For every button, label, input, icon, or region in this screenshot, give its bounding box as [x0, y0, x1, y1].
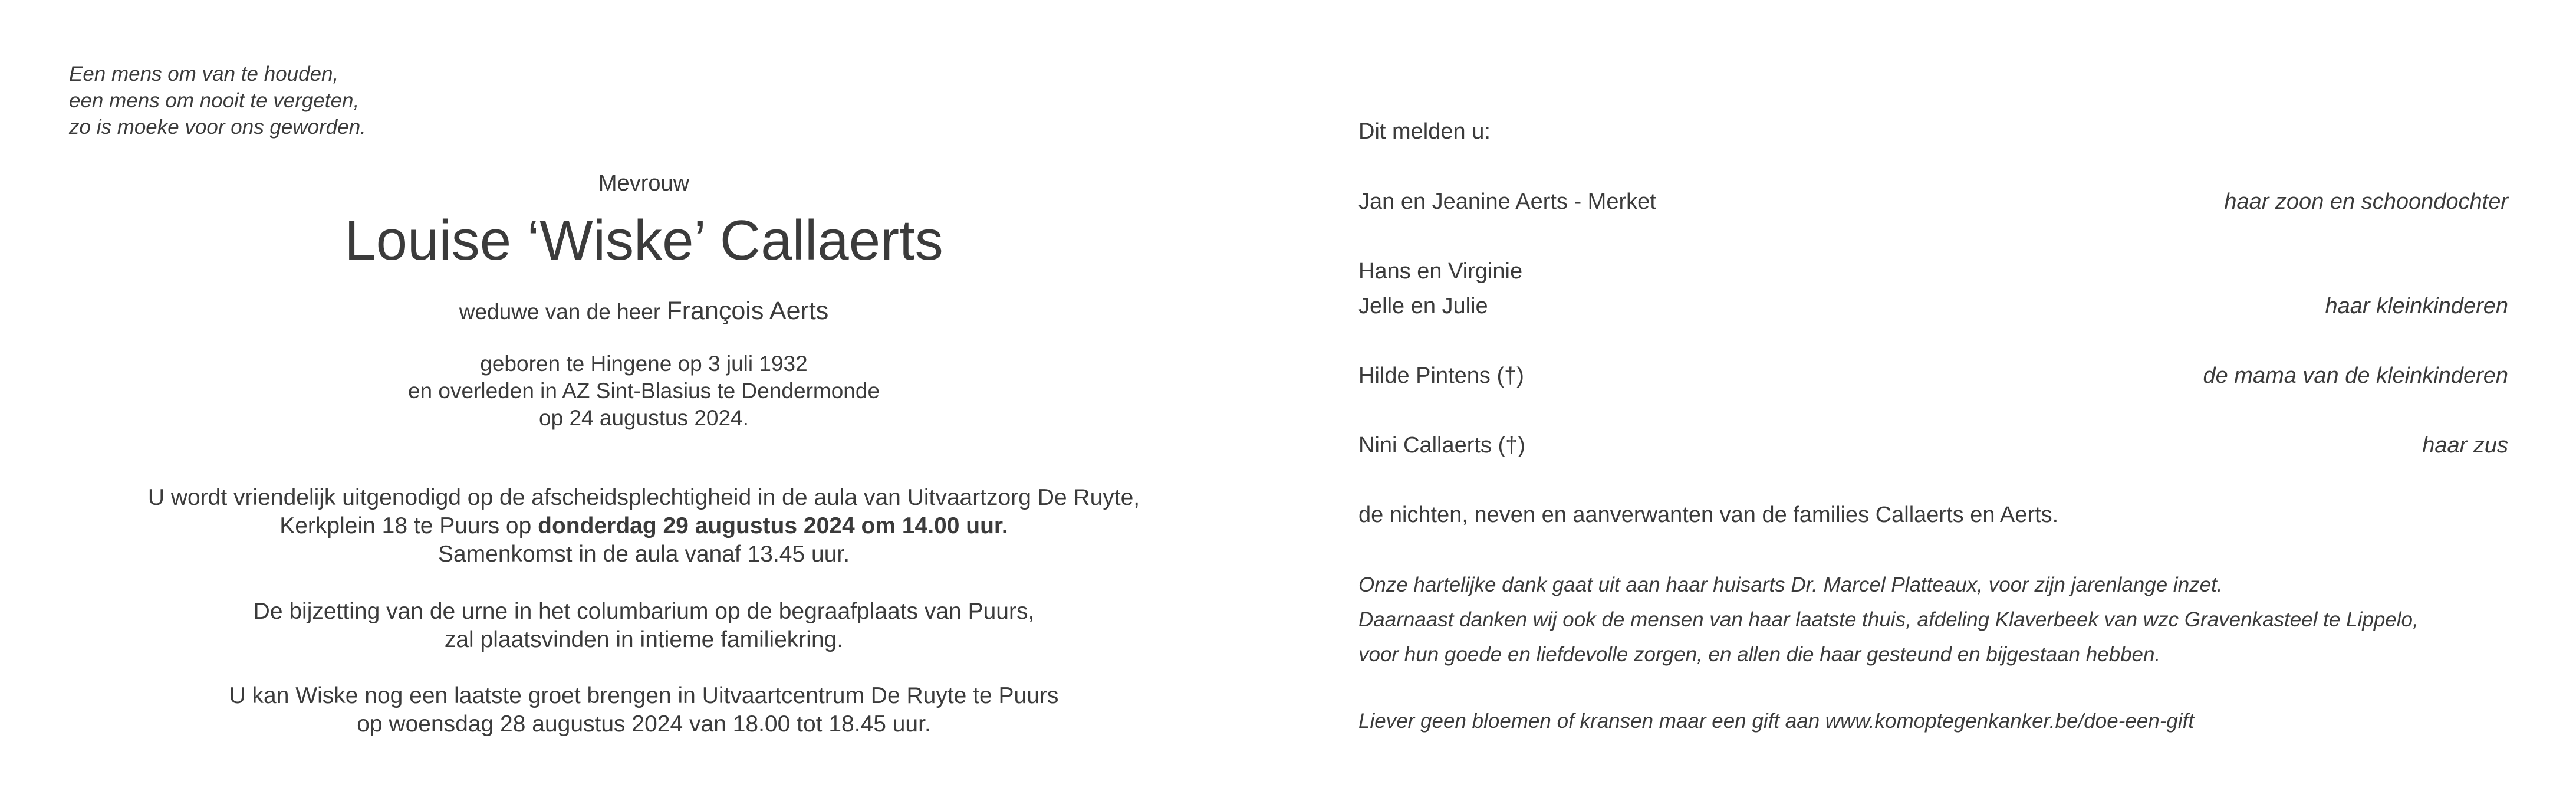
relatives-line: de nichten, neven en aanverwanten van de families Callaerts en Aerts. [1358, 503, 2059, 527]
ceremony-address: Kerkplein 18 te Puurs op [279, 513, 538, 539]
family-member: Hilde Pintens (†) [1358, 363, 1524, 388]
husband-name: François Aerts [666, 297, 829, 325]
family-row [1358, 185, 2508, 219]
family-member: Jelle en Julie [1358, 294, 1488, 319]
thanks-message [1358, 567, 2419, 672]
family-row [1358, 359, 2508, 393]
thanks-line: voor hun goede en liefdevolle zorgen, en allen die haar gesteund en bijgestaan hebben. [1358, 643, 2161, 666]
widow-prefix: weduwe van de heer [459, 300, 661, 324]
honorific-title: Mevrouw [598, 171, 690, 196]
donation-note: Liever geen bloemen of kransen maar een gift aan www.komoptegenkanker.be/doe-een-gift [1358, 710, 2195, 733]
family-member: Nini Callaerts (†) [1358, 433, 1525, 458]
birth-line: geboren te Hingene op 3 juli 1932 [480, 352, 808, 376]
right-panel [1288, 0, 2576, 801]
ceremony-invitation [0, 484, 1288, 569]
ceremony-line [0, 512, 1288, 540]
death-line: en overleden in AZ Sint-Blasius te Dendermonde [407, 379, 880, 403]
family-member: Jan en Jeanine Aerts - Merket [1358, 189, 1656, 214]
poem-line: Een mens om van te houden, [69, 63, 339, 86]
visit-line: U kan Wiske nog een laatste groet brengen in Uitvaartcentrum De Ruyte te Puurs [229, 683, 1059, 708]
family-row [1358, 428, 2508, 463]
death-date-line: op 24 augustus 2024. [539, 406, 749, 430]
urn-line: zal plaatsvinden in intieme familiekring. [444, 627, 844, 652]
poem-line: zo is moeke voor ons geworden. [69, 116, 366, 139]
family-relation: haar zoon en schoondochter [2224, 189, 2508, 214]
urn-line: De bijzetting van de urne in het columbarium op de begraafplaats van Puurs, [253, 599, 1035, 624]
family-member: Hans en Virginie [1358, 259, 1523, 284]
announcement-intro: Dit melden u: [1358, 119, 1491, 144]
widow-line [0, 295, 1288, 328]
birth-death-details [0, 350, 1288, 432]
visit-line: op woensdag 28 augustus 2024 van 18.00 tot 18.45 uur. [357, 711, 931, 737]
family-relation: haar zus [2422, 433, 2508, 458]
thanks-line: Onze hartelijke dank gaat uit aan haar huisarts Dr. Marcel Platteaux, voor zijn jarenlange inzet. [1358, 573, 2223, 596]
poem-line: een mens om nooit te vergeten, [69, 89, 360, 112]
family-relation: de mama van de kleinkinderen [2203, 363, 2508, 388]
deceased-name: Louise ‘Wiske’ Callaerts [344, 209, 943, 272]
family-row [1358, 289, 2508, 324]
thanks-line: Daarnaast danken wij ook de mensen van haar laatste thuis, afdeling Klaverbeek van wzc Gravenkasteel te Lippelo, [1358, 608, 2419, 631]
visitation-note [0, 682, 1288, 738]
ceremony-line: U wordt vriendelijk uitgenodigd op de afscheidsplechtigheid in de aula van Uitvaartzorg De Ruyte, [147, 485, 1140, 510]
family-row [1358, 254, 2508, 289]
ceremony-datetime: donderdag 29 augustus 2024 om 14.00 uur. [538, 513, 1008, 539]
ceremony-line: Samenkomst in de aula vanaf 13.45 uur. [437, 541, 850, 567]
family-relation: haar kleinkinderen [2325, 294, 2508, 319]
memorial-poem [69, 61, 366, 140]
urn-burial-note [0, 598, 1288, 654]
